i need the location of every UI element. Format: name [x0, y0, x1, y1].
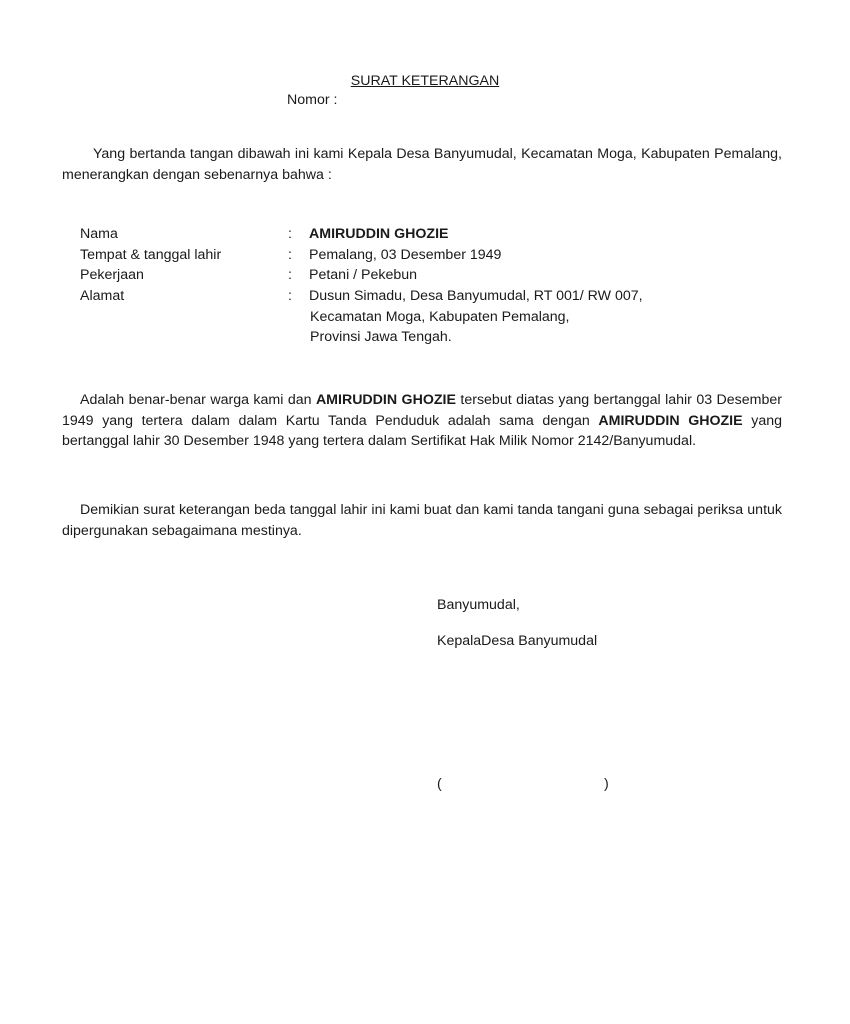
letter-number-label: Nomor :: [287, 92, 338, 108]
field-label: Nama: [80, 226, 118, 242]
field-value-name: AMIRUDDIN GHOZIE: [309, 226, 449, 242]
body-paragraph-1: Adalah benar-benar warga kami dan AMIRUDDIN GHOZIE tersebut diatas yang bertanggal lahir 03 Desember 1949 yang tertera dalam dalam Kartu Tanda Penduduk adalah sama dengan AMIRUDDIN GHOZIE yang bertanggal lahir 30 Desember 1948 yang tertera dalam Sertifikat Hak Milik Nomor 2142/Banyumudal.: [62, 392, 782, 449]
address-line-2: Kecamatan Moga, Kabupaten Pemalang,: [310, 309, 570, 325]
signature-open-paren: (: [437, 776, 442, 792]
field-value-birth: Pemalang, 03 Desember 1949: [309, 247, 502, 263]
address-line-3: Provinsi Jawa Tengah.: [310, 329, 452, 345]
letter-title: SURAT KETERANGAN: [350, 73, 500, 89]
field-label: Alamat: [80, 288, 125, 304]
person-name: AMIRUDDIN GHOZIE: [315, 392, 456, 408]
field-colon: :: [288, 267, 292, 283]
field-label: Tempat & tanggal lahir: [80, 247, 222, 263]
body-paragraph-2: Demikian surat keterangan beda tanggal lahir ini kami buat dan kami tanda tangani guna sebagai periksa untuk dipergunakan sebagaimana mestinya.: [62, 502, 782, 539]
person-name: AMIRUDDIN GHOZIE: [598, 412, 743, 429]
field-label: Pekerjaan: [80, 267, 144, 283]
intro-paragraph: Yang bertanda tangan dibawah ini kami Kepala Desa Banyumudal, Kecamatan Moga, Kabupaten Pemalang, menerangkan dengan sebenarnya bahwa :: [62, 146, 782, 183]
field-colon: :: [288, 247, 292, 263]
signature-place: Banyumudal,: [437, 597, 520, 613]
signature-position: KepalaDesa Banyumudal: [437, 633, 598, 649]
field-colon: :: [288, 226, 292, 242]
field-value-occupation: Petani / Pekebun: [309, 267, 418, 283]
field-colon: :: [288, 288, 292, 304]
signature-close-paren: ): [604, 776, 609, 792]
field-value-address: Dusun Simadu, Desa Banyumudal, RT 001/ RW 007,: [309, 288, 643, 304]
